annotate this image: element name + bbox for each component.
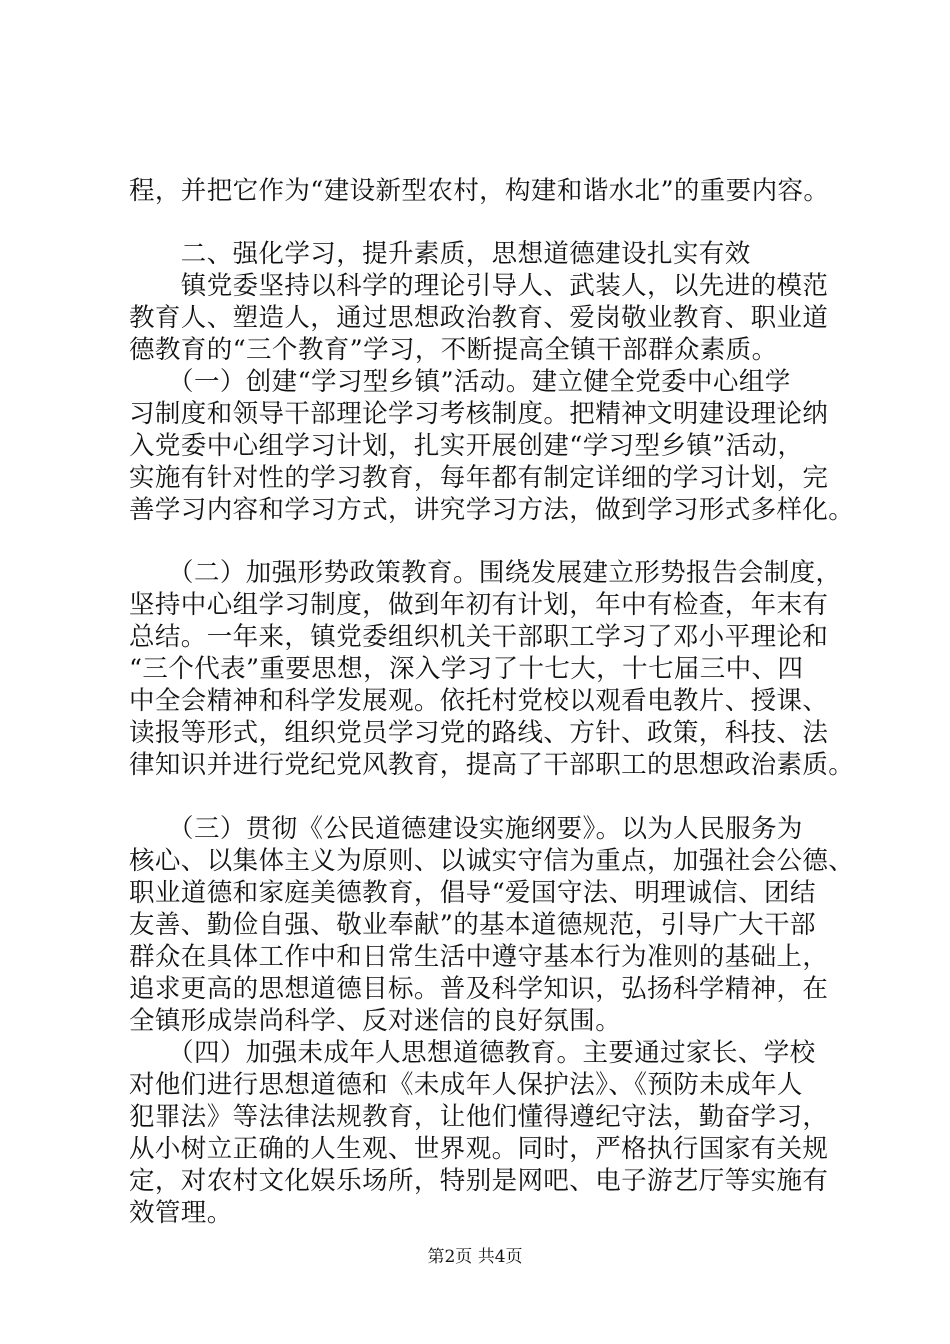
page-number-footer: 第2页 共4页 xyxy=(427,1247,523,1267)
body-line: （二）加强形势政策教育。围绕发展建立形势报告会制度， xyxy=(129,558,842,588)
body-line: 实施有针对性的学习教育，每年都有制定详细的学习计划，完 xyxy=(129,463,829,493)
body-line: 律知识并进行党纪党风教育，提高了干部职工的思想政治素质。 xyxy=(129,750,855,780)
body-line: 德教育的“三个教育”学习，不断提高全镇干部群众素质。 xyxy=(129,335,778,365)
body-line: 友善、勤俭自强、敬业奉献”的基本道德规范，引导广大干部 xyxy=(129,910,816,940)
body-line: 善学习内容和学习方式，讲究学习方法，做到学习形式多样化。 xyxy=(129,495,855,525)
body-line: 效管理。 xyxy=(129,1198,233,1228)
body-line: 全镇形成崇尚科学、反对迷信的良好氛围。 xyxy=(129,1006,622,1036)
body-line: 入党委中心组学习计划，扎实开展创建“学习型乡镇”活动， xyxy=(129,431,804,461)
body-line: 习制度和领导干部理论学习考核制度。把精神文明建设理论纳 xyxy=(129,399,829,429)
body-line: 核心、以集体主义为原则、以诚实守信为重点，加强社会公德、 xyxy=(129,846,855,876)
body-line: 从小树立正确的人生观、世界观。同时，严格执行国家有关规 xyxy=(129,1134,829,1164)
body-line: 坚持中心组学习制度，做到年初有计划，年中有检查，年末有 xyxy=(129,590,829,620)
body-line: 对他们进行思想道德和《未成年人保护法》、《预防未成年人 xyxy=(129,1070,803,1100)
body-line: 定，对农村文化娱乐场所，特别是网吧、电子游艺厅等实施有 xyxy=(129,1166,829,1196)
body-line: （三）贯彻《公民道德建设实施纲要》。以为人民服务为 xyxy=(129,814,803,844)
body-line: 总结。一年来，镇党委组织机关干部职工学习了邓小平理论和 xyxy=(129,622,829,652)
body-line: 追求更高的思想道德目标。普及科学知识，弘扬科学精神，在 xyxy=(129,974,829,1004)
body-line: 镇党委坚持以科学的理论引导人、武装人，以先进的模范 xyxy=(129,271,829,301)
body-line: 职业道德和家庭美德教育，倡导“爱国守法、明理诚信、团结 xyxy=(129,878,816,908)
body-line: 中全会精神和科学发展观。依托村党校以观看电教片、授课、 xyxy=(129,686,829,716)
body-line: 群众在具体工作中和日常生活中遵守基本行为准则的基础上， xyxy=(129,942,829,972)
body-line: 犯罪法》等法律法规教育，让他们懂得遵纪守法，勤奋学习， xyxy=(129,1102,829,1132)
body-line: 教育人、塑造人，通过思想政治教育、爱岗敬业教育、职业道 xyxy=(129,303,829,333)
body-line: （一）创建“学习型乡镇”活动。建立健全党委中心组学 xyxy=(129,367,791,397)
body-line: 读报等形式，组织党员学习党的路线、方针、政策，科技、法 xyxy=(129,718,829,748)
body-line: 程，并把它作为“建设新型农村，构建和谐水北”的重要内容。 xyxy=(129,176,830,206)
section-heading: 二、强化学习，提升素质，思想道德建设扎实有效 xyxy=(129,239,751,269)
body-line: “三个代表”重要思想，深入学习了十七大，十七届三中、四 xyxy=(129,654,804,684)
body-line: （四）加强未成年人思想道德教育。主要通过家长、学校 xyxy=(129,1038,816,1068)
